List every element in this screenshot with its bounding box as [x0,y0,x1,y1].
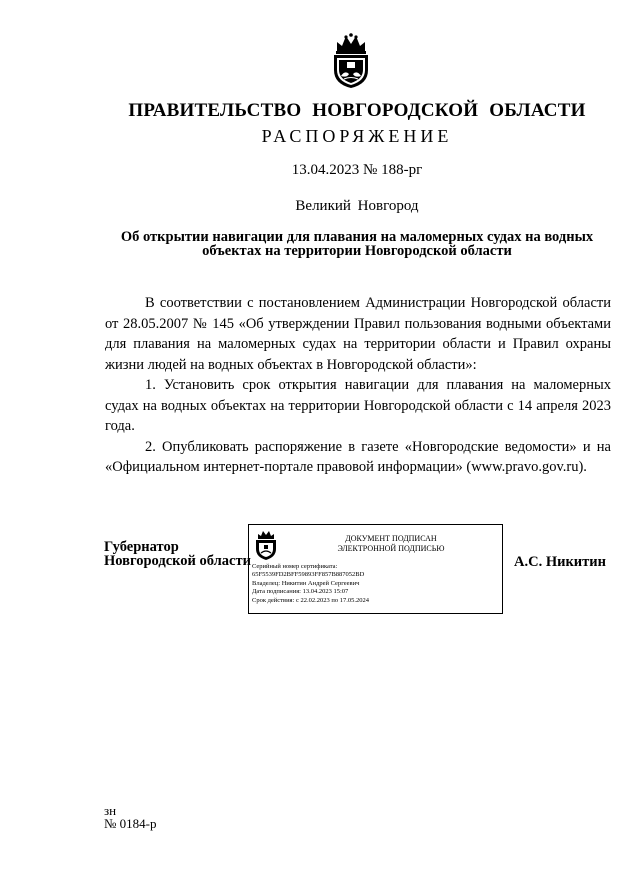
signatory-role [104,540,251,568]
footer-code: № 0184-р [104,816,157,831]
stamp-heading-line-1: ДОКУМЕНТ ПОДПИСАН [345,534,437,543]
signatory-role-line-2: Новгородской области [104,553,251,569]
coat-of-arms-emblem [328,32,374,90]
document-subject [105,230,609,258]
signatory-role-line-1: Губернатор [104,539,179,555]
subject-line-1: Об открытии навигации для плавания на маломерных судах на водных [120,229,594,245]
government-title: ПРАВИТЕЛЬСТВО НОВГОРОДСКОЙ ОБЛАСТИ [128,100,586,121]
body-paragraph: 1. Установить срок открытия навигации для плавания на маломерных судах на водных объектах на территории Новгородской области с 14 апреля 2023 года. [105,377,611,434]
signatory-name: А.С. Никитин [514,554,606,570]
city: Великий Новгород [295,198,419,214]
stamp-emblem-icon [253,529,279,561]
date-and-number: 13.04.2023 № 188-рг [291,162,423,178]
stamp-cert-label: Серийный номер сертификата: [252,563,338,570]
subject-line-2: объектах на территории Новгородской области [202,243,512,259]
stamp-details [252,563,500,605]
stamp-cert-number: 65F5539FD2BFF59893FF857B887052BD [252,571,365,579]
body-paragraph: 2. Опубликовать распоряжение в газете «Новгородские ведомости» и на «Официальном интернет-портале правовой информации» (www.pravo.gov.ru). [105,438,611,475]
footer-initials: зн [104,803,117,818]
stamp-signed-date: Дата подписания: 13.04.2023 15:07 [252,588,349,596]
electronic-signature-stamp [248,524,503,614]
stamp-heading-line-2: ЭЛЕКТРОННОЙ ПОДПИСЬЮ [337,544,445,553]
body-paragraph: В соответствии с постановлением Администрации Новгородской области от 28.05.2007 № 145 «Об утверждении Правил пользования водными объектами для плавания на маломерных судах на территории области и Правил охраны жизни людей на водных объектах в Новгородской области»: [105,295,611,373]
document-body [105,293,611,478]
document-type: РАСПОРЯЖЕНИЕ [261,126,453,146]
footer-registration [104,804,156,830]
stamp-owner: Владелец: Никитин Андрей Сергеевич [252,579,360,587]
stamp-heading [283,534,499,554]
stamp-validity: Срок действия: с 22.02.2023 по 17.05.2024 [252,596,369,604]
